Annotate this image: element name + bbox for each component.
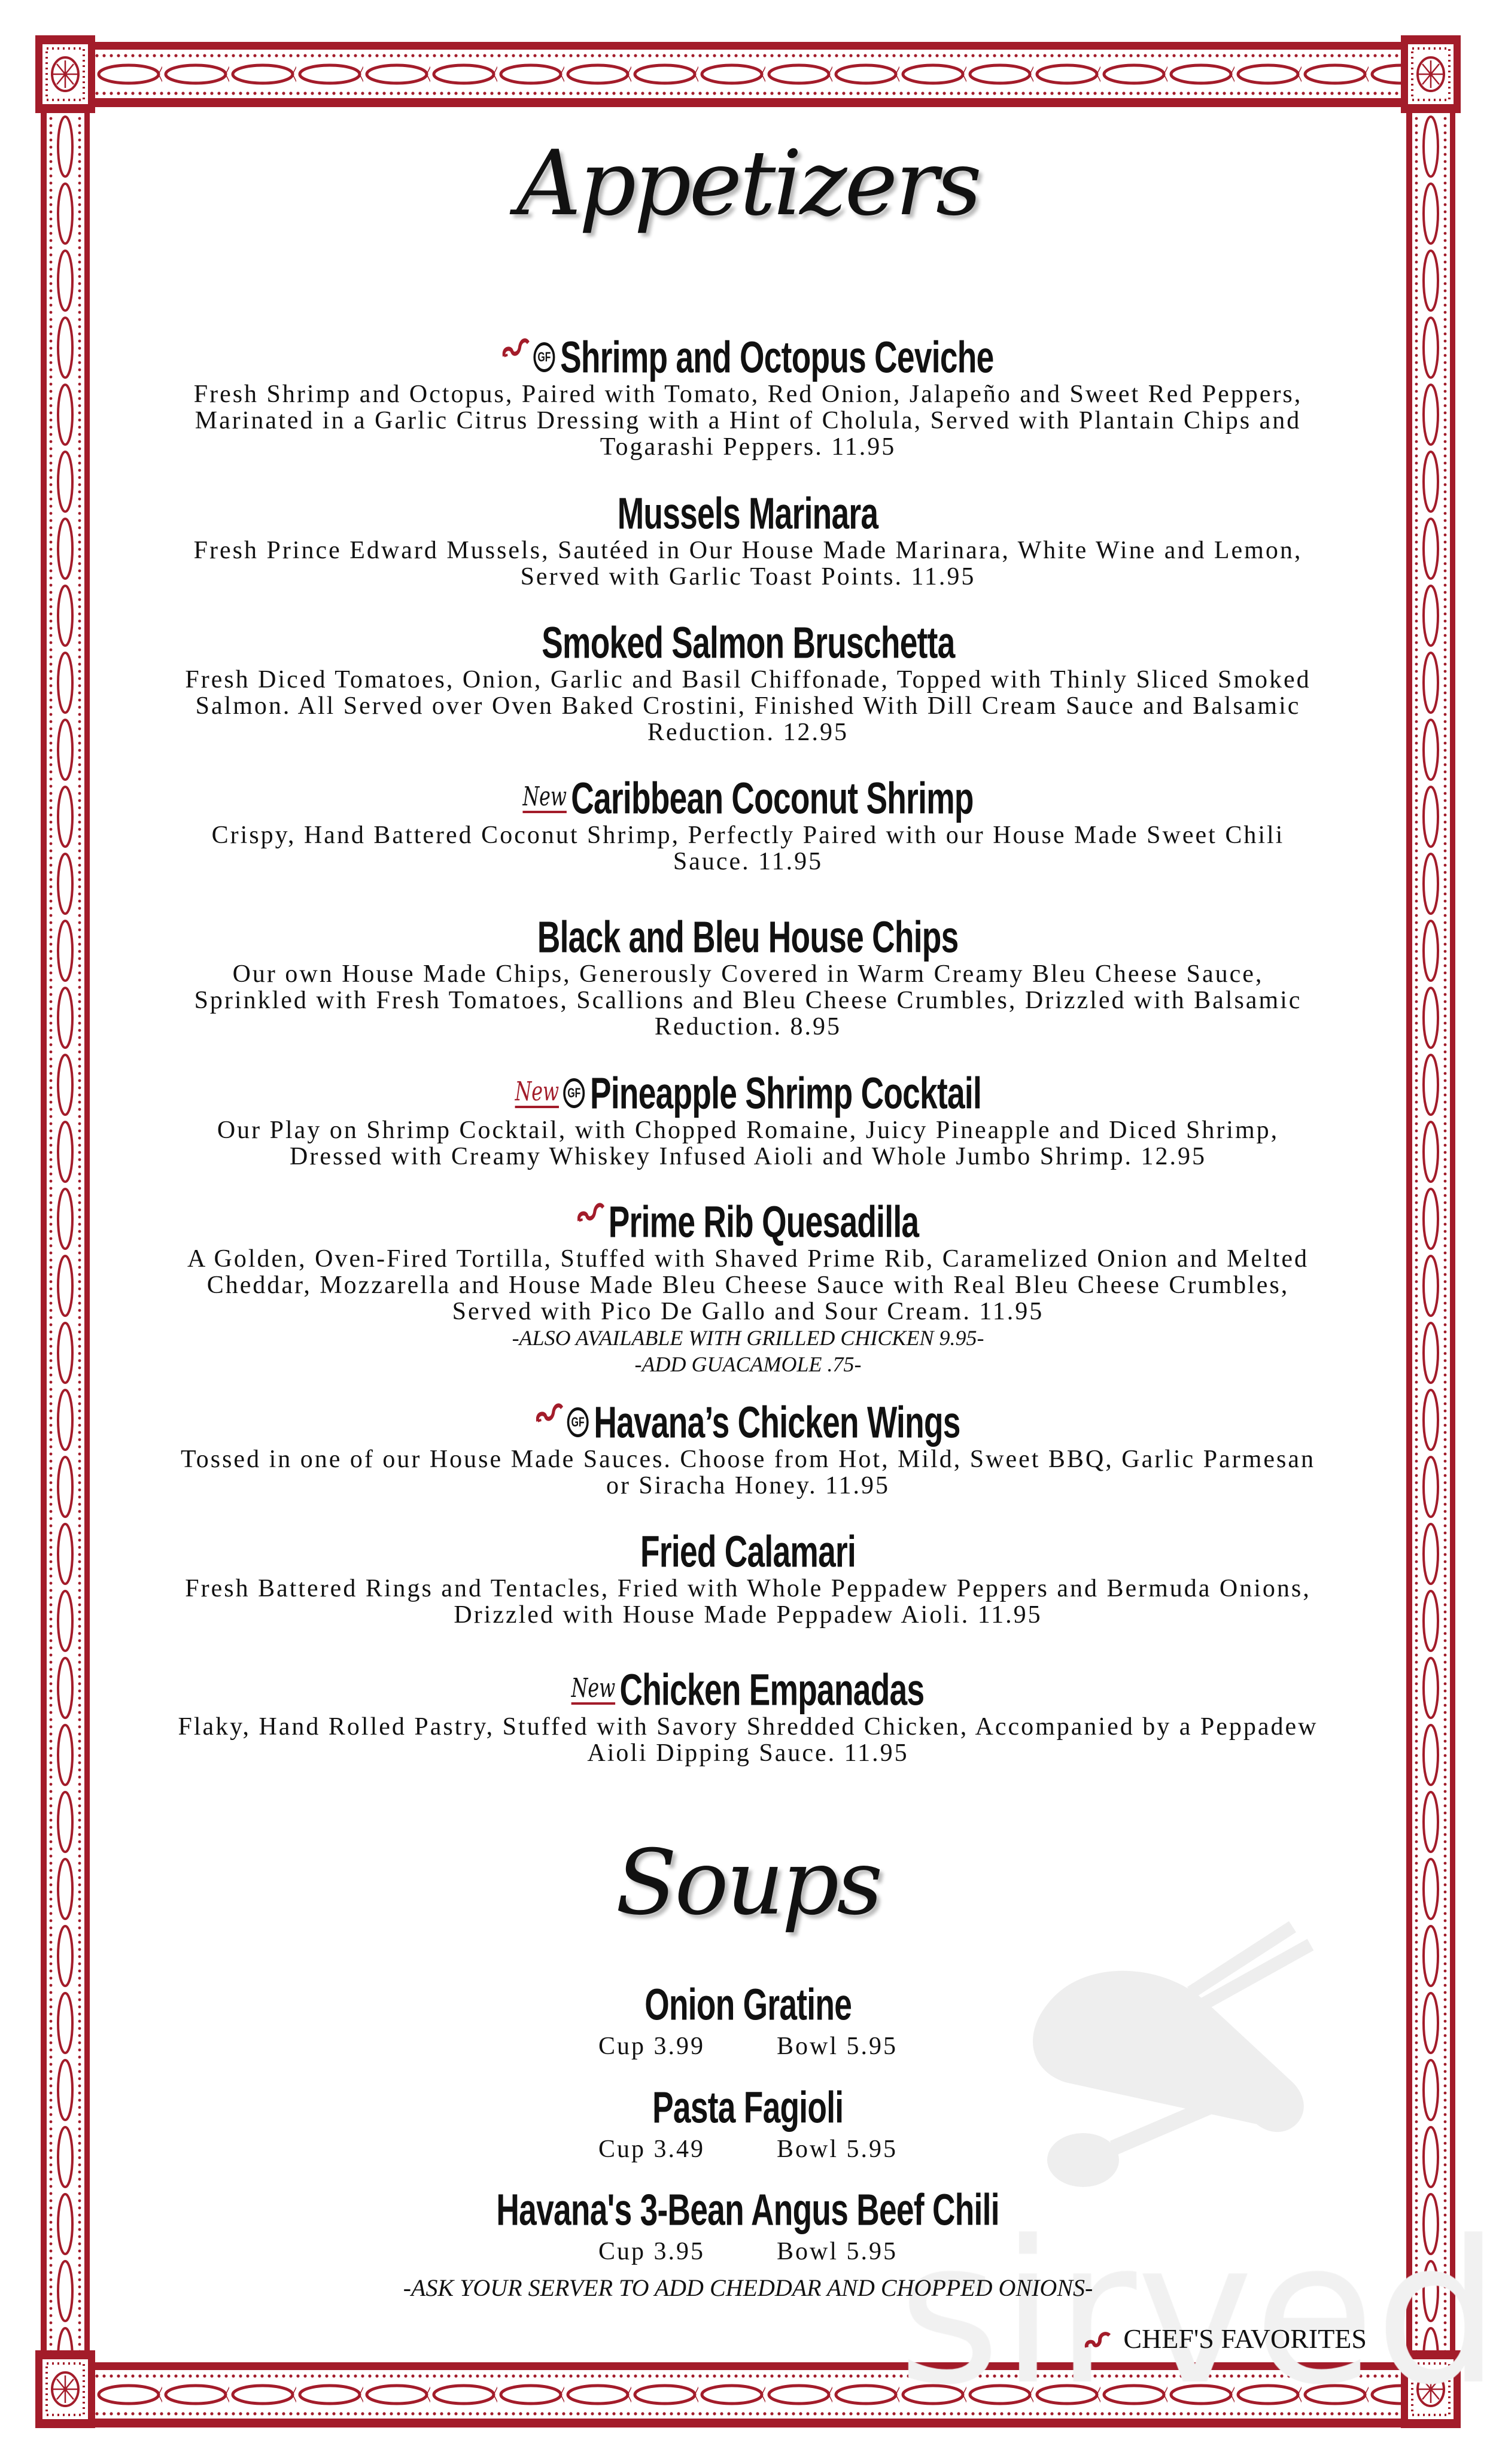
soup-name: Havana's 3-Bean Angus Beef Chili (496, 2185, 1000, 2235)
menu-item (120, 1198, 1376, 1377)
description-line: Our own House Made Chips, Generously Covered in Warm Creamy Bleu Cheese Sauce, (232, 960, 1264, 988)
chef-favorites-label: CHEF'S FAVORITES (1123, 2323, 1367, 2354)
menu-item (120, 489, 1376, 590)
description-line: Reduction. 12.95 (647, 719, 849, 746)
item-name: Havana’s Chicken Wings (594, 1397, 960, 1447)
menu-item (120, 1528, 1376, 1628)
note-line: -ALSO AVAILABLE WITH GRILLED CHICKEN 9.95- (512, 1326, 984, 1350)
bowl-price: Bowl 5.95 (777, 2136, 898, 2163)
description-line: Togarashi Peppers. 11.95 (600, 433, 896, 461)
chef-favorite-icon (536, 1398, 564, 1446)
item-description (120, 1117, 1376, 1170)
description-line: Cheddar, Mozzarella and House Made Bleu Cheese Sauce with Real Bleu Cheese Crumbles, (206, 1271, 1290, 1299)
new-badge: New (515, 1076, 559, 1108)
item-notes (120, 1325, 1376, 1377)
soup-prices (120, 2234, 1376, 2270)
soups-title: Soups (615, 1831, 881, 1935)
chef-favorite-icon (577, 1198, 605, 1246)
appetizers-title: Appetizers (516, 132, 980, 236)
description-line: Fresh Prince Edward Mussels, Sautéed in Our House Made Marinara, White Wine and Lemon, (193, 537, 1303, 564)
item-name: Prime Rib Quesadilla (608, 1197, 919, 1247)
menu-item (120, 913, 1376, 1040)
gluten-free-icon: GF (533, 342, 555, 372)
description-line: Drizzled with House Made Peppadew Aioli. 11.95 (454, 1601, 1042, 1629)
item-name: Pineapple Shrimp Cocktail (589, 1068, 981, 1118)
soup-prices (120, 2131, 1376, 2167)
description-line: Sauce. 11.95 (673, 848, 823, 875)
item-name: Black and Bleu House Chips (537, 912, 959, 962)
gluten-free-icon: GF (567, 1407, 588, 1437)
new-badge: New (571, 1673, 616, 1704)
cup-price: Cup 3.99 (598, 2033, 705, 2060)
item-description (120, 961, 1376, 1040)
description-line: Crispy, Hand Battered Coconut Shrimp, Perfectly Paired with our House Made Sweet Chili (211, 822, 1285, 849)
description-line: Marinated in a Garlic Citrus Dressing with a Hint of Cholula, Served with Plantain Chips and (194, 407, 1302, 434)
item-description (120, 537, 1376, 590)
item-name: Smoked Salmon Bruschetta (541, 617, 955, 668)
menu-item (120, 1069, 1376, 1170)
description-line: Fresh Shrimp and Octopus, Paired with Tomato, Red Onion, Jalapeño and Sweet Red Peppers, (193, 381, 1303, 408)
item-name: Caribbean Coconut Shrimp (571, 773, 974, 823)
soup-item (120, 1981, 1376, 2064)
soups-note: -ASK YOUR SERVER TO ADD CHEDDAR AND CHOPPED ONIONS- (403, 2274, 1093, 2301)
item-description (120, 1575, 1376, 1628)
note-line: -ADD GUACAMOLE .75- (634, 1352, 862, 1376)
menu-item (120, 1398, 1376, 1499)
bowl-price: Bowl 5.95 (777, 2033, 898, 2060)
menu-item (120, 619, 1376, 746)
item-name: Fried Calamari (640, 1526, 856, 1577)
menu-item (120, 333, 1376, 460)
description-line: Fresh Battered Rings and Tentacles, Fried with Whole Peppadew Peppers and Bermuda Onions, (185, 1575, 1311, 1602)
chef-favorites-legend (1084, 2323, 1367, 2357)
description-line: or Siracha Honey. 11.95 (606, 1472, 890, 1499)
description-line: Fresh Diced Tomatoes, Onion, Garlic and Basil Chiffonade, Topped with Thinly Sliced Smoked (185, 666, 1311, 693)
soup-name: Onion Gratine (644, 1979, 852, 2030)
item-description (120, 381, 1376, 460)
menu-item (120, 1666, 1376, 1766)
chef-favorite-icon (503, 333, 530, 381)
description-line: Reduction. 8.95 (654, 1013, 842, 1041)
description-line: A Golden, Oven-Fired Tortilla, Stuffed with Shaved Prime Rib, Caramelized Onion and Melted (187, 1245, 1309, 1273)
soup-prices (120, 2028, 1376, 2064)
item-description (120, 1246, 1376, 1325)
menu-item (120, 774, 1376, 875)
item-description (120, 1446, 1376, 1499)
item-name: Shrimp and Octopus Ceviche (560, 332, 994, 382)
new-badge: New (522, 781, 567, 813)
cup-price: Cup 3.49 (598, 2136, 705, 2163)
cup-price: Cup 3.95 (598, 2238, 705, 2265)
description-line: Tossed in one of our House Made Sauces. Choose from Hot, Mild, Sweet BBQ, Garlic Parmesan (181, 1446, 1315, 1473)
item-name: Chicken Empanadas (619, 1665, 925, 1715)
chef-favorite-icon (1084, 2326, 1112, 2357)
item-description (120, 1714, 1376, 1766)
description-line: Our Play on Shrimp Cocktail, with Chopped Romaine, Juicy Pineapple and Diced Shrimp, (217, 1117, 1279, 1144)
description-line: Served with Garlic Toast Points. 11.95 (520, 563, 976, 591)
soup-name: Pasta Fagioli (652, 2082, 844, 2133)
description-line: Aioli Dipping Sauce. 11.95 (587, 1739, 909, 1767)
description-line: Served with Pico De Gallo and Sour Cream. 11.95 (452, 1298, 1044, 1325)
description-line: Dressed with Creamy Whiskey Infused Aioli and Whole Jumbo Shrimp. 12.95 (290, 1143, 1206, 1170)
item-description (120, 667, 1376, 746)
item-description (120, 822, 1376, 875)
gluten-free-icon: GF (563, 1078, 585, 1108)
description-line: Flaky, Hand Rolled Pastry, Stuffed with Savory Shredded Chicken, Accompanied by a Peppadew (178, 1713, 1318, 1741)
soup-item (120, 2186, 1376, 2270)
bowl-price: Bowl 5.95 (777, 2238, 898, 2265)
description-line: Sprinkled with Fresh Tomatoes, Scallions and Bleu Cheese Crumbles, Drizzled with Balsamic (194, 987, 1302, 1014)
description-line: Salmon. All Served over Oven Baked Crostini, Finished With Dill Cream Sauce and Balsamic (195, 692, 1301, 720)
item-name: Mussels Marinara (618, 488, 878, 539)
soup-item (120, 2083, 1376, 2167)
